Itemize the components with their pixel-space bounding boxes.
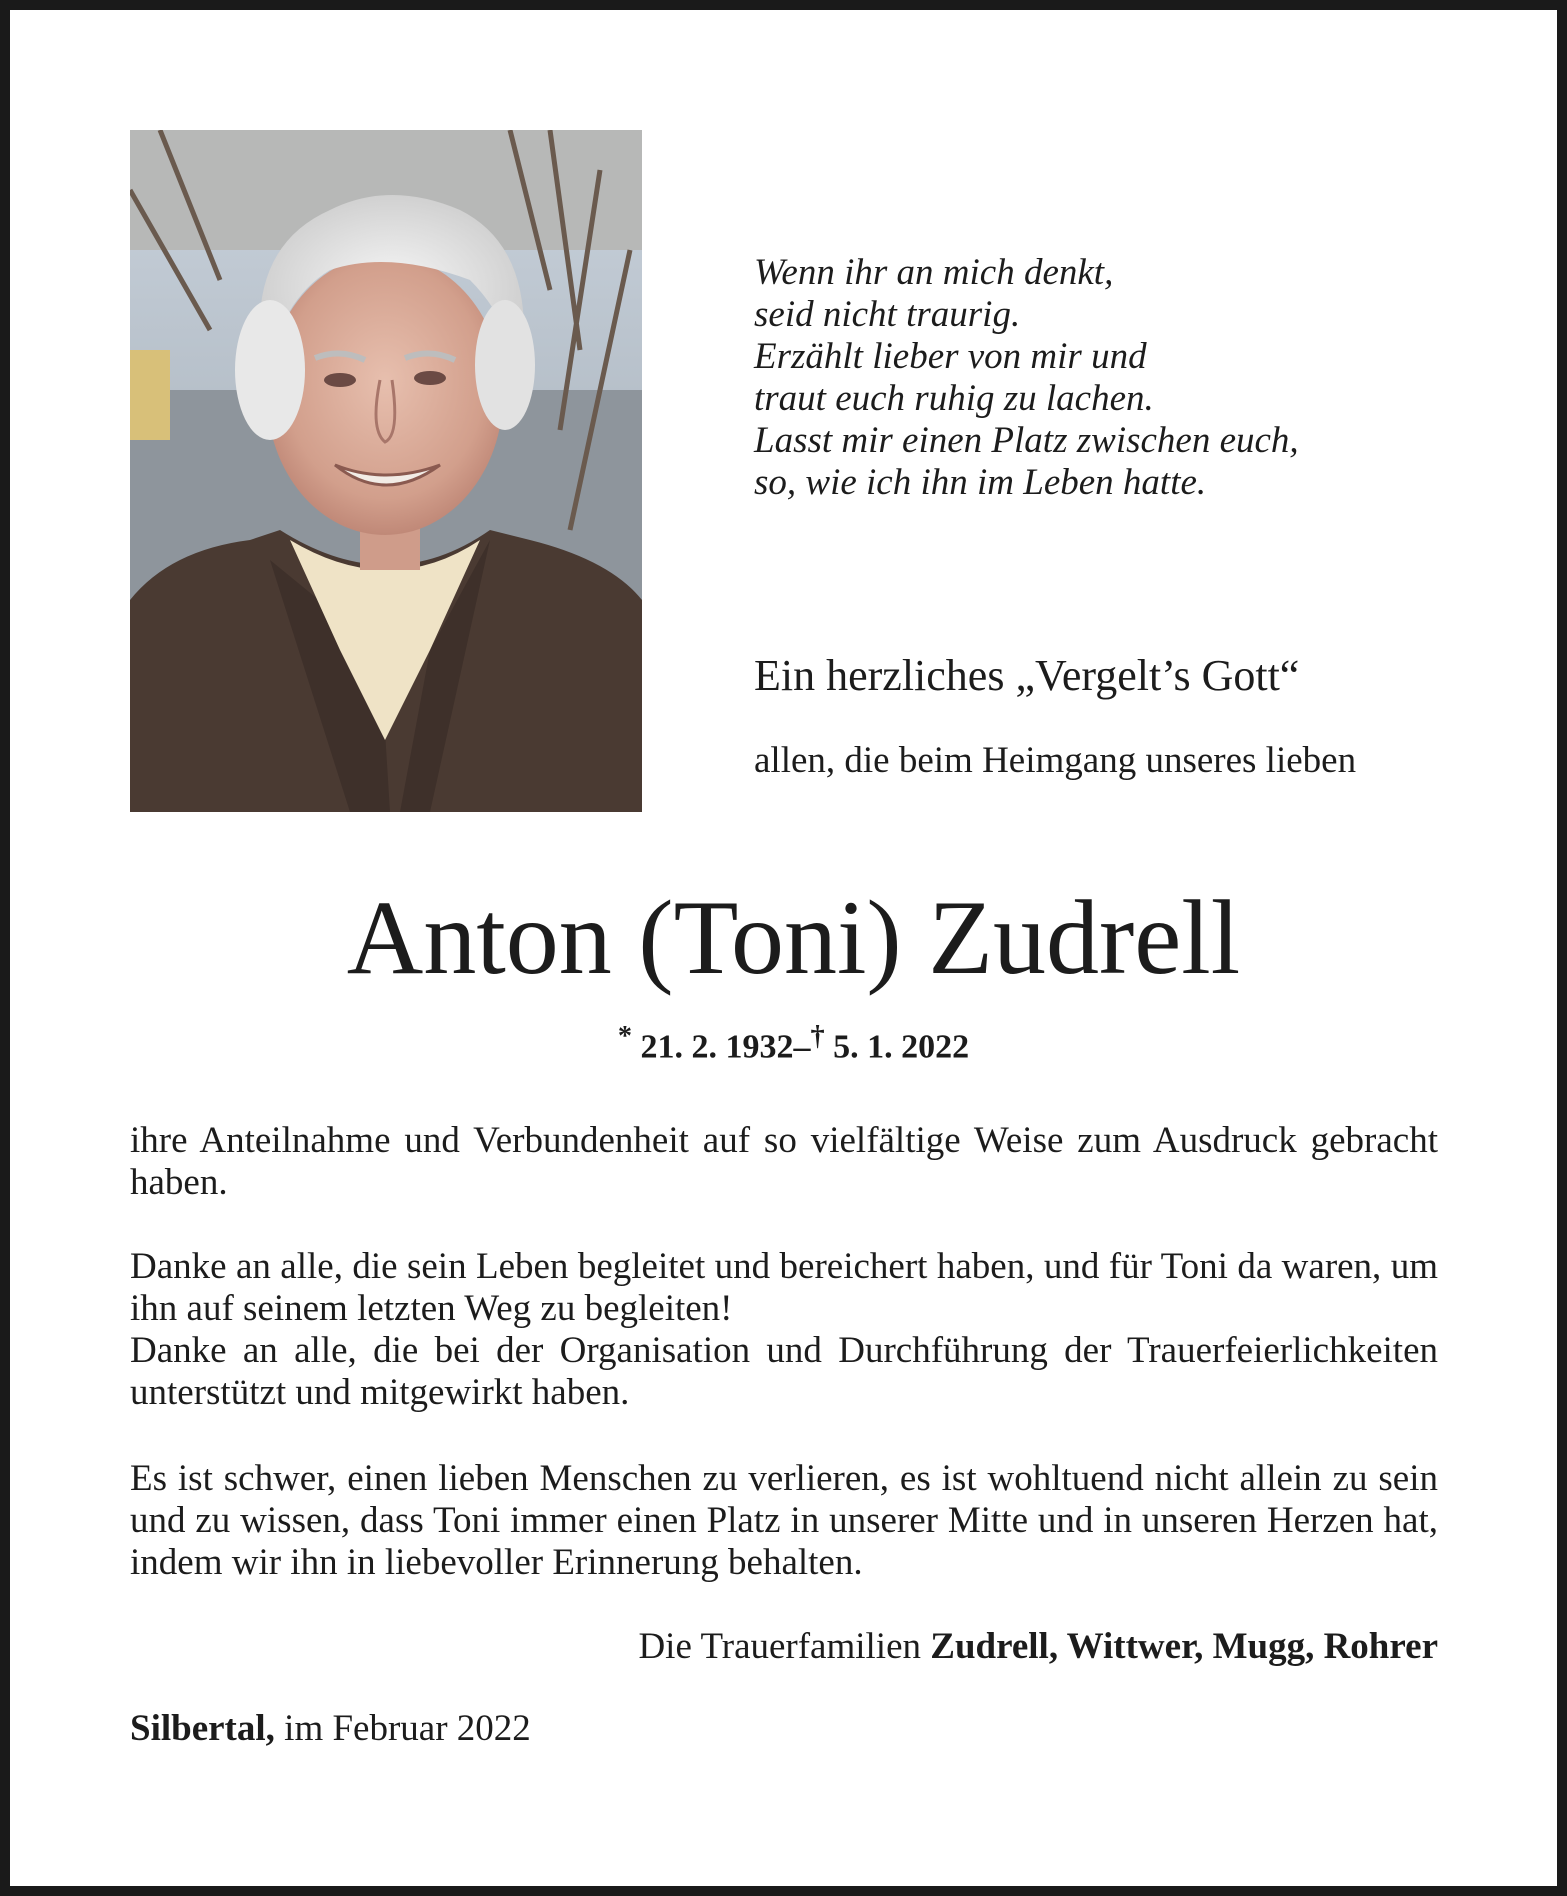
- portrait-photo: [130, 130, 642, 812]
- birth-symbol: *: [617, 1021, 632, 1052]
- death-date: 5. 1. 2022: [833, 1028, 970, 1066]
- poem-line: Lasst mir einen Platz zwischen euch,: [754, 420, 1299, 461]
- place-date-line: [130, 1708, 531, 1750]
- birth-date: 21. 2. 1932: [640, 1028, 794, 1066]
- body-paragraph-3: Es ist schwer, einen lieben Menschen zu verlieren, es ist wohltuend nicht allein zu sein und zu wissen, dass Toni immer einen Platz in unserer Mitte und in unseren Herzen hat, indem wir ihn in liebevoller Erinnerung behalten.: [130, 1458, 1438, 1583]
- deceased-name: Anton (Toni) Zudrell: [346, 879, 1241, 996]
- publication-date: im Februar 2022: [284, 1708, 531, 1749]
- place-name: Silbertal,: [130, 1708, 275, 1749]
- memorial-poem: [754, 252, 1299, 504]
- poem-line: so, wie ich ihn im Leben hatte.: [754, 462, 1207, 503]
- portrait-illustration: [130, 130, 642, 812]
- poem-line: Erzählt lieber von mir und: [754, 336, 1147, 377]
- signature-prefix: Die Trauerfamilien: [638, 1626, 922, 1667]
- signature-line: [130, 1626, 1438, 1668]
- thanks-intro-text: allen, die beim Heimgang unseres lieben: [754, 740, 1357, 781]
- poem-line: traut euch ruhig zu lachen.: [754, 378, 1154, 419]
- obituary-page: [10, 10, 1557, 1886]
- body-paragraph-2-line-a: Danke an alle, die sein Leben begleitet und bereichert haben, und für Toni da waren, um ihn auf seinem letzten Weg zu begleiten!: [130, 1246, 1438, 1329]
- family-names: Zudrell, Wittwer, Mugg, Rohrer: [930, 1626, 1438, 1667]
- poem-line: Wenn ihr an mich denkt,: [754, 252, 1114, 293]
- thanks-heading: Ein herzliches „Vergelt’s Gott“: [754, 651, 1300, 700]
- body-paragraph-2-line-b: Danke an alle, die bei der Organisation und Durchführung der Trauerfeierlichkeiten unterstützt und mitgewirkt haben.: [130, 1330, 1438, 1413]
- body-paragraph-2: [130, 1246, 1438, 1414]
- death-symbol: †: [810, 1021, 825, 1052]
- poem-line: seid nicht traurig.: [754, 294, 1021, 335]
- life-dates: [10, 1016, 1567, 1068]
- body-paragraph-1: ihre Anteilnahme und Verbundenheit auf so vielfältige Weise zum Ausdruck gebracht haben.: [130, 1120, 1438, 1203]
- date-separator: –: [793, 1028, 811, 1066]
